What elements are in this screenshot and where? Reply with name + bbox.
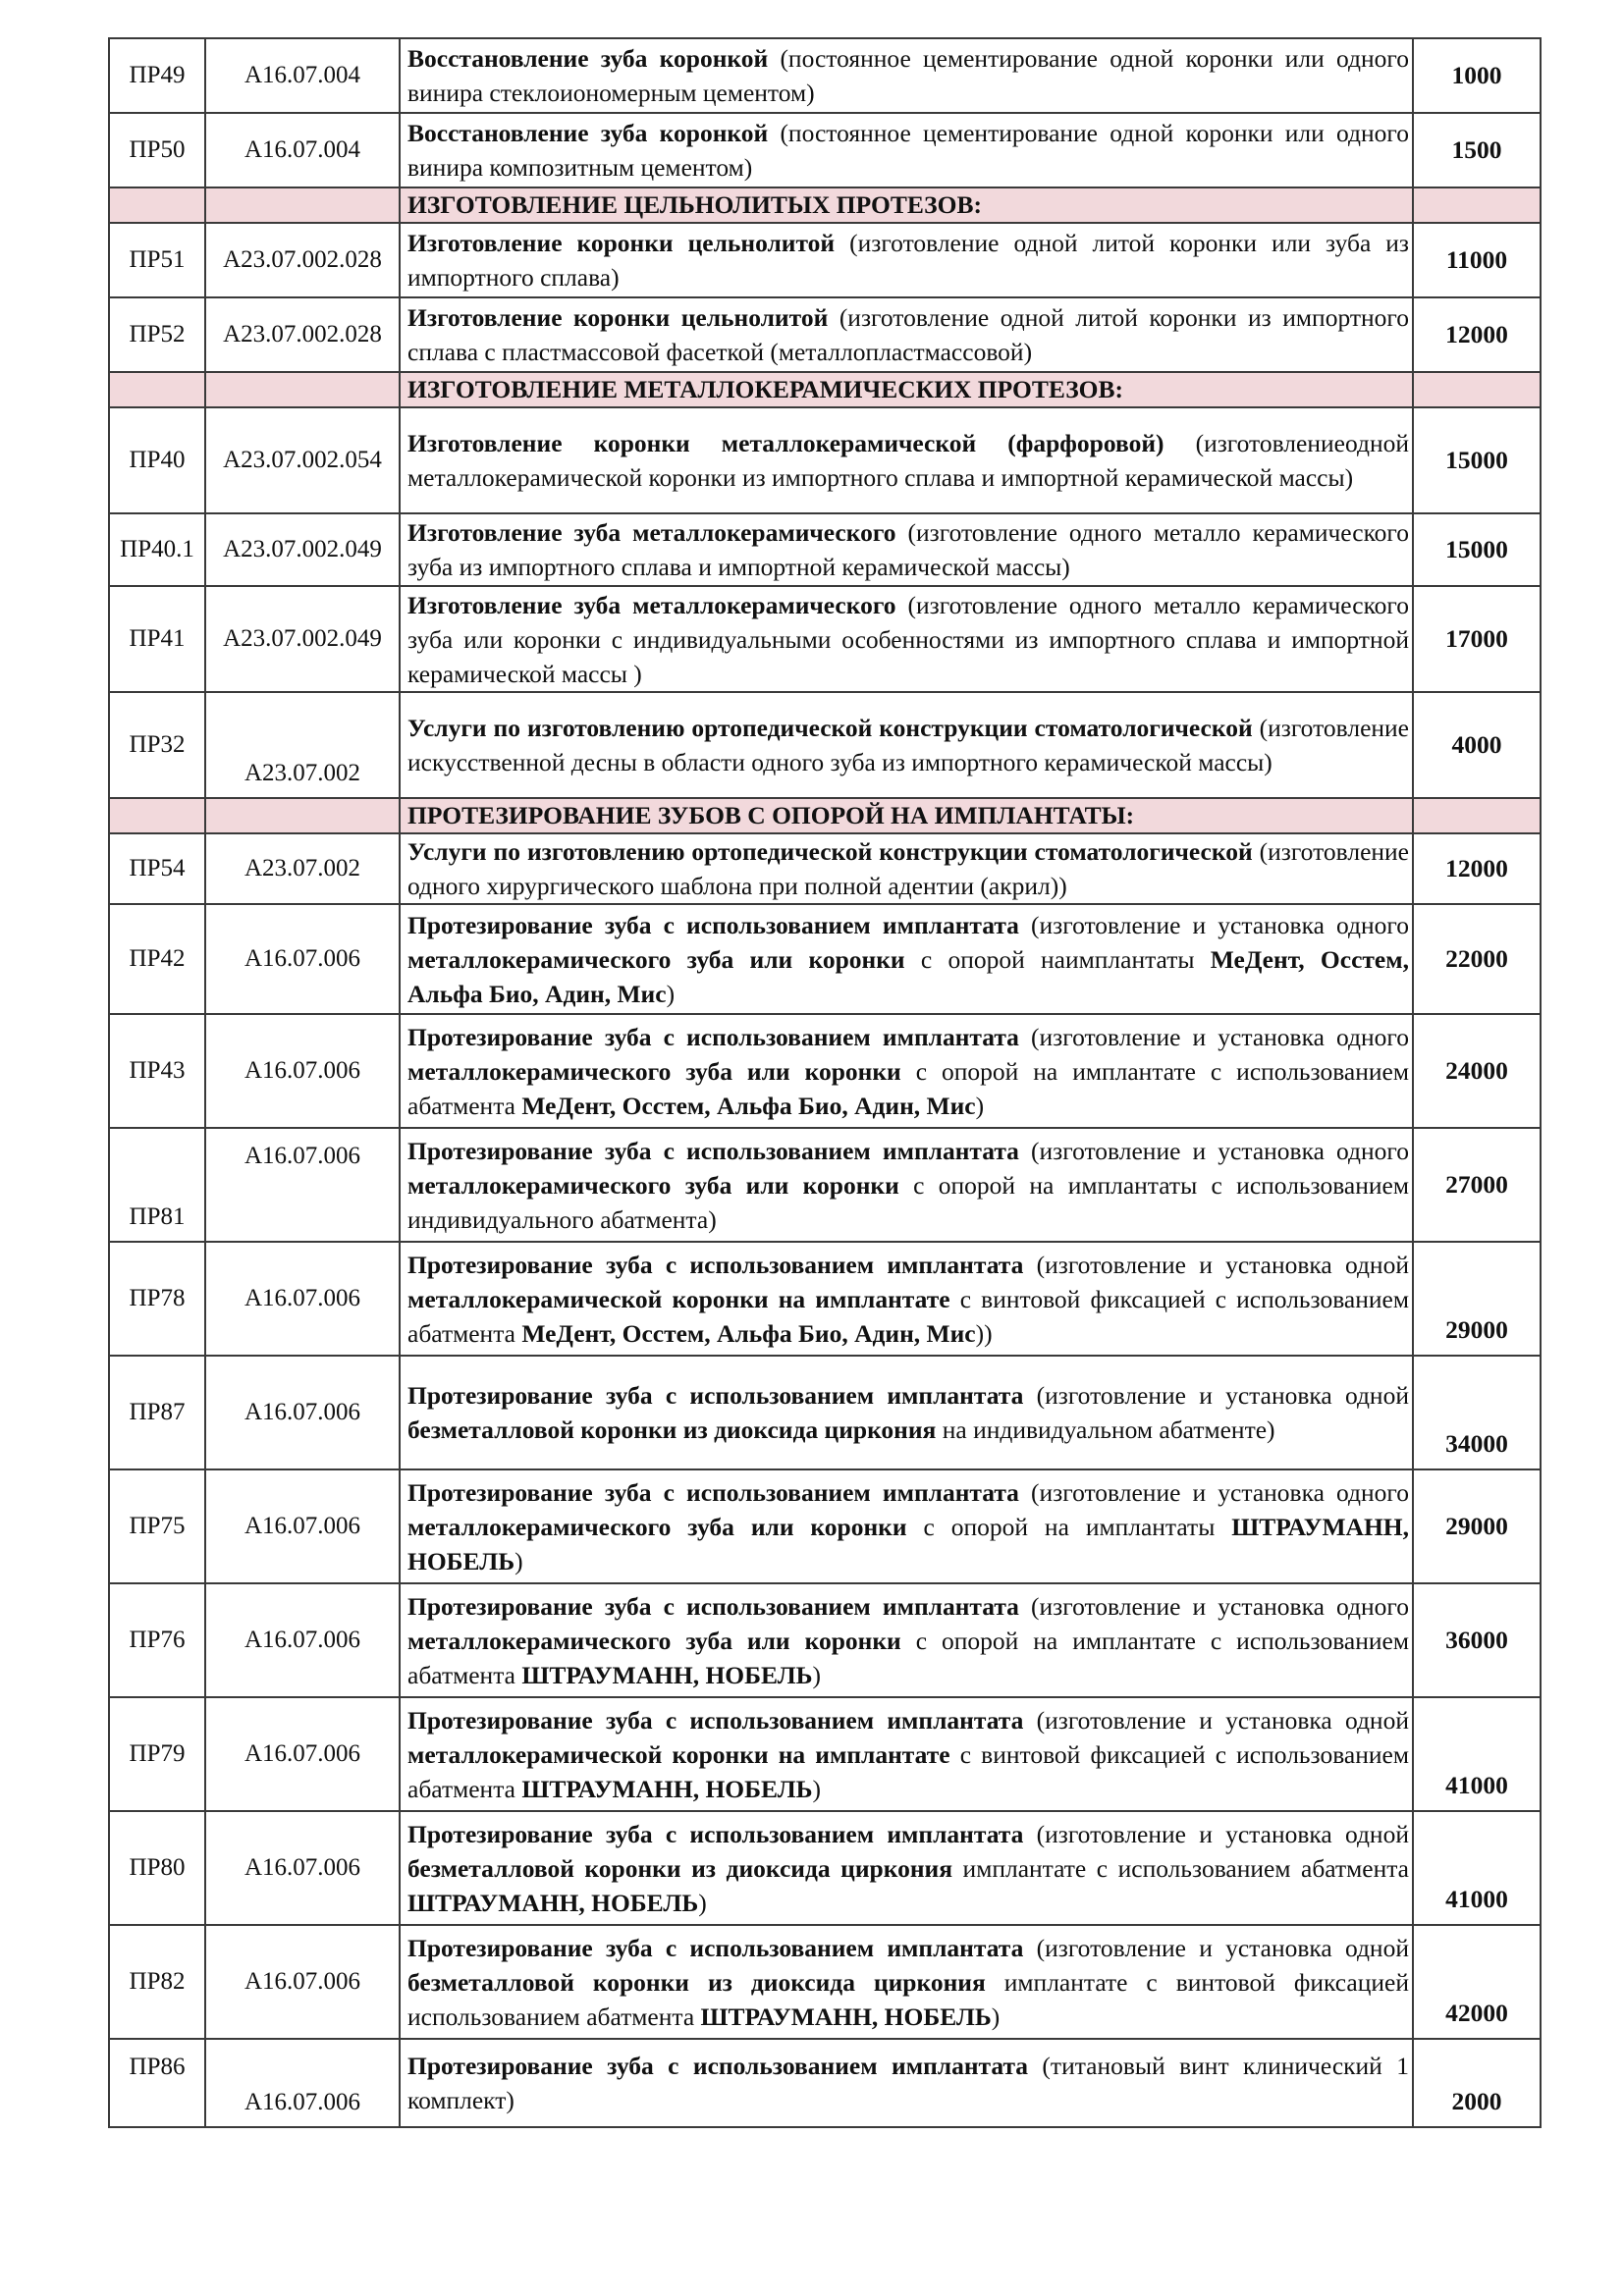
row-code: ПР42 — [109, 904, 205, 1014]
price: 41000 — [1413, 1811, 1541, 1925]
price: 15000 — [1413, 407, 1541, 513]
price: 1000 — [1413, 38, 1541, 113]
description-bold-text: Изготовление коронки цельнолитой — [407, 303, 829, 332]
description-bold-text: Протезирование зуба с использованием имплантата — [407, 1136, 1019, 1165]
description-bold-text: безметалловой коронки из диоксида циркония — [407, 1853, 953, 1883]
service-description — [400, 586, 1413, 692]
description-bold-text: безметалловой коронки из диоксида циркония — [407, 1967, 986, 1997]
description-text: (изготовление искусственной десны в области одного зуба из импортного керамической массы) — [407, 714, 1409, 776]
section-title: ИЗГОТОВЛЕНИЕ МЕТАЛЛОКЕРАМИЧЕСКИХ ПРОТЕЗОВ: — [400, 372, 1413, 407]
description-bold-text: ШТРАУМАНН, НОБЕЛЬ — [407, 1888, 699, 1917]
description-bold-text: Услуги по изготовлению ортопедической конструкции стоматологической — [407, 714, 1253, 742]
description-text: имплантате с использованием абатмента — [952, 1853, 1409, 1883]
service-code: А16.07.006 — [205, 1128, 400, 1242]
description-text: на индивидуальном абатменте) — [936, 1415, 1275, 1444]
description-bold-text: Протезирование зуба с использованием имплантата — [407, 1591, 1019, 1621]
service-code: А23.07.002.049 — [205, 513, 400, 586]
price: 27000 — [1413, 1128, 1541, 1242]
table-row — [109, 1697, 1541, 1811]
row-code: ПР82 — [109, 1925, 205, 2039]
table-row — [109, 1811, 1541, 1925]
description-text: (постоянное цементирование одной коронки или одного винира стеклоиономерным цементом) — [407, 44, 1409, 107]
table-row — [109, 1356, 1541, 1469]
description-bold-text: МеДент, Осстем, Альфа Био, Адин, Мис — [521, 1091, 976, 1120]
service-code: А23.07.002.028 — [205, 297, 400, 372]
row-code: ПР80 — [109, 1811, 205, 1925]
price: 15000 — [1413, 513, 1541, 586]
description-bold-text: Протезирование зуба с использованием имплантата — [407, 1250, 1024, 1279]
description-text: имплантате с винтовой фиксацией использованием абатмента — [407, 1967, 1409, 2031]
service-description — [400, 904, 1413, 1014]
description-bold-text: металлокерамического зуба или коронки — [407, 1170, 899, 1200]
price-table-body — [109, 38, 1541, 2127]
description-bold-text: металлокерамического зуба или коронки — [407, 1512, 907, 1541]
description-bold-text: Услуги по изготовлению ортопедической конструкции стоматологической — [407, 837, 1253, 866]
description-bold-text: Протезирование зуба с использованием имплантата — [407, 1477, 1019, 1507]
description-bold-text: металлокерамического зуба или коронки — [407, 944, 905, 974]
description-text: с опорой на имплантаты — [906, 1512, 1232, 1541]
service-description — [400, 1583, 1413, 1697]
description-bold-text: Изготовление коронки цельнолитой — [407, 229, 836, 257]
service-description — [400, 1356, 1413, 1469]
section-empty-cell — [1413, 187, 1541, 223]
service-description — [400, 1925, 1413, 2039]
table-row — [109, 223, 1541, 297]
table-row — [109, 1925, 1541, 2039]
section-empty-cell — [109, 798, 205, 833]
service-code: А16.07.006 — [205, 1356, 400, 1469]
description-text: ) — [975, 1091, 985, 1120]
description-text: ) — [698, 1888, 707, 1917]
description-bold-text: ШТРАУМАНН, НОБЕЛЬ — [521, 1774, 813, 1803]
description-text: (изготовление и установка одной — [1023, 1705, 1409, 1735]
table-row — [109, 904, 1541, 1014]
description-bold-text: Протезирование зуба с использованием имплантата — [407, 2052, 1029, 2080]
description-text: (изготовление и установка одного — [1018, 1591, 1409, 1621]
price: 1500 — [1413, 113, 1541, 187]
section-title: ПРОТЕЗИРОВАНИЕ ЗУБОВ С ОПОРОЙ НА ИМПЛАНТАТЫ: — [400, 798, 1413, 833]
description-bold-text: Протезирование зуба с использованием имплантата — [407, 1819, 1024, 1848]
description-text: с опорой на имплантате с использованием абатмента — [407, 1056, 1409, 1120]
table-row — [109, 1469, 1541, 1583]
description-text: ) — [991, 2002, 1001, 2031]
service-description — [400, 692, 1413, 798]
service-code: А16.07.006 — [205, 904, 400, 1014]
section-empty-cell — [1413, 798, 1541, 833]
description-text: (изготовление одной литой коронки из импортного сплава с пластмассовой фасеткой (металлопластмассовой) — [407, 303, 1409, 366]
description-text: (изготовление одного металло керамического зуба из импортного сплава и импортной керамической массы) — [407, 518, 1409, 581]
table-row — [109, 113, 1541, 187]
table-row — [109, 692, 1541, 798]
row-code: ПР51 — [109, 223, 205, 297]
price: 24000 — [1413, 1014, 1541, 1128]
description-text: с опорой на имплантаты с использованием индивидуального абатмента) — [407, 1170, 1410, 1234]
service-code: А16.07.006 — [205, 1697, 400, 1811]
description-text: (изготовление одного металло керамического зуба или коронки с индивидуальными особенностями из импортного сплава и импортной керамической массы ) — [407, 590, 1409, 688]
service-description — [400, 223, 1413, 297]
description-bold-text: Восстановление зуба коронкой — [407, 44, 769, 73]
description-text: с опорой наимплантаты — [904, 944, 1211, 974]
row-code: ПР76 — [109, 1583, 205, 1697]
table-row — [109, 1014, 1541, 1128]
service-description — [400, 1697, 1413, 1811]
table-row — [109, 1242, 1541, 1356]
description-text: (титановый винт клинический 1 комплект) — [407, 2052, 1409, 2114]
service-description — [400, 1469, 1413, 1583]
description-text: с винтовой фиксацией с использованием абатмента — [407, 1739, 1409, 1803]
table-row — [109, 586, 1541, 692]
description-text: (изготовление и установка одной — [1023, 1819, 1409, 1848]
row-code: ПР49 — [109, 38, 205, 113]
service-code: А23.07.002.049 — [205, 586, 400, 692]
description-bold-text: ШТРАУМАНН, НОБЕЛЬ — [407, 1512, 1409, 1575]
section-empty-cell — [1413, 372, 1541, 407]
description-text: )) — [975, 1318, 993, 1348]
service-code: А23.07.002.028 — [205, 223, 400, 297]
service-code: А23.07.002.054 — [205, 407, 400, 513]
row-code: ПР86 — [109, 2039, 205, 2127]
description-text: ) — [666, 979, 676, 1008]
price: 41000 — [1413, 1697, 1541, 1811]
section-title: ИЗГОТОВЛЕНИЕ ЦЕЛЬНОЛИТЫХ ПРОТЕЗОВ: — [400, 187, 1413, 223]
row-code: ПР43 — [109, 1014, 205, 1128]
service-description — [400, 513, 1413, 586]
service-code: А16.07.006 — [205, 1242, 400, 1356]
price: 42000 — [1413, 1925, 1541, 2039]
price: 29000 — [1413, 1469, 1541, 1583]
row-code: ПР78 — [109, 1242, 205, 1356]
row-code: ПР87 — [109, 1356, 205, 1469]
service-description — [400, 1242, 1413, 1356]
description-text: (изготовлениеодной металлокерамической коронки из импортного сплава и импортной керамической массы) — [407, 429, 1409, 492]
description-text: с опорой на имплантате с использованием абатмента — [407, 1626, 1409, 1689]
service-code: А23.07.002 — [205, 833, 400, 904]
service-description — [400, 1128, 1413, 1242]
description-text: (изготовление и установка одного — [1018, 1477, 1409, 1507]
service-description — [400, 1014, 1413, 1128]
table-row — [109, 833, 1541, 904]
section-empty-cell — [205, 798, 400, 833]
description-bold-text: Протезирование зуба с использованием имплантата — [407, 910, 1019, 939]
service-code: А16.07.004 — [205, 38, 400, 113]
table-row — [109, 297, 1541, 372]
service-description — [400, 833, 1413, 904]
section-empty-cell — [109, 372, 205, 407]
service-description — [400, 113, 1413, 187]
description-bold-text: Протезирование зуба с использованием имплантата — [407, 1705, 1024, 1735]
service-code: А16.07.006 — [205, 1811, 400, 1925]
row-code: ПР41 — [109, 586, 205, 692]
price: 12000 — [1413, 297, 1541, 372]
price: 36000 — [1413, 1583, 1541, 1697]
section-empty-cell — [205, 372, 400, 407]
description-text: ) — [812, 1660, 822, 1689]
price: 12000 — [1413, 833, 1541, 904]
description-bold-text: Изготовление зуба металлокерамического — [407, 518, 896, 547]
description-bold-text: Протезирование зуба с использованием имплантата — [407, 1933, 1024, 1962]
table-row — [109, 407, 1541, 513]
description-bold-text: ШТРАУМАНН, НОБЕЛЬ — [700, 2002, 992, 2031]
service-code: А16.07.006 — [205, 1014, 400, 1128]
description-bold-text: Протезирование зуба с использованием имплантата — [407, 1022, 1019, 1051]
price: 34000 — [1413, 1356, 1541, 1469]
description-text: (изготовление и установка одного — [1018, 910, 1409, 939]
description-bold-text: ШТРАУМАНН, НОБЕЛЬ — [521, 1660, 813, 1689]
section-empty-cell — [205, 187, 400, 223]
service-description — [400, 38, 1413, 113]
price: 4000 — [1413, 692, 1541, 798]
description-bold-text: металлокерамической коронки на имплантате — [407, 1739, 950, 1769]
description-bold-text: Восстановление зуба коронкой — [407, 119, 769, 147]
description-bold-text: Протезирование зуба с использованием имплантата — [407, 1381, 1024, 1410]
service-description — [400, 1811, 1413, 1925]
description-bold-text: МеДент, Осстем, Альфа Био, Адин, Мис — [521, 1318, 976, 1348]
description-text: с винтовой фиксацией с использованием абатмента — [407, 1284, 1409, 1348]
service-description — [400, 407, 1413, 513]
row-code: ПР50 — [109, 113, 205, 187]
service-code: А16.07.004 — [205, 113, 400, 187]
description-text: (изготовление и установка одной — [1023, 1250, 1409, 1279]
description-text: (изготовление одного хирургического шаблона при полной адентии (акрил)) — [407, 837, 1409, 900]
price-table — [108, 37, 1542, 2128]
description-bold-text: металлокерамического зуба или коронки — [407, 1056, 901, 1086]
description-text: (изготовление и установка одной — [1023, 1381, 1409, 1410]
description-text: (постоянное цементирование одной коронки или одного винира композитным цементом) — [407, 119, 1409, 182]
description-bold-text: Изготовление коронки металлокерамической (фарфоровой) — [407, 429, 1164, 457]
description-bold-text: металлокерамической коронки на имплантате — [407, 1284, 950, 1313]
service-code: А16.07.006 — [205, 1583, 400, 1697]
price: 11000 — [1413, 223, 1541, 297]
price: 17000 — [1413, 586, 1541, 692]
section-header-row — [109, 372, 1541, 407]
description-text: (изготовление одной литой коронки или зуба из импортного сплава) — [407, 229, 1409, 292]
row-code: ПР81 — [109, 1128, 205, 1242]
service-code: А16.07.006 — [205, 2039, 400, 2127]
description-text: (изготовление и установка одной — [1023, 1933, 1409, 1962]
service-code: А16.07.006 — [205, 1469, 400, 1583]
table-row — [109, 38, 1541, 113]
row-code: ПР75 — [109, 1469, 205, 1583]
section-empty-cell — [109, 187, 205, 223]
description-text: (изготовление и установка одного — [1018, 1136, 1409, 1165]
description-bold-text: металлокерамического зуба или коронки — [407, 1626, 901, 1655]
price: 22000 — [1413, 904, 1541, 1014]
row-code: ПР32 — [109, 692, 205, 798]
row-code: ПР79 — [109, 1697, 205, 1811]
row-code: ПР40.1 — [109, 513, 205, 586]
section-header-row — [109, 187, 1541, 223]
table-row — [109, 513, 1541, 586]
description-text: ) — [812, 1774, 822, 1803]
service-description — [400, 297, 1413, 372]
table-row — [109, 2039, 1541, 2127]
description-text: ) — [514, 1546, 523, 1575]
service-description — [400, 2039, 1413, 2127]
service-code: А16.07.006 — [205, 1925, 400, 2039]
description-bold-text: МеДент, Осстем, Альфа Био, Адин, Мис — [407, 944, 1409, 1008]
table-row — [109, 1128, 1541, 1242]
row-code: ПР40 — [109, 407, 205, 513]
description-bold-text: безметалловой коронки из диоксида циркония — [407, 1415, 937, 1444]
description-text: (изготовление и установка одного — [1018, 1022, 1409, 1051]
table-row — [109, 1583, 1541, 1697]
price: 29000 — [1413, 1242, 1541, 1356]
row-code: ПР52 — [109, 297, 205, 372]
row-code: ПР54 — [109, 833, 205, 904]
service-code: А23.07.002 — [205, 692, 400, 798]
description-bold-text: Изготовление зуба металлокерамического — [407, 590, 896, 619]
section-header-row — [109, 798, 1541, 833]
price: 2000 — [1413, 2039, 1541, 2127]
